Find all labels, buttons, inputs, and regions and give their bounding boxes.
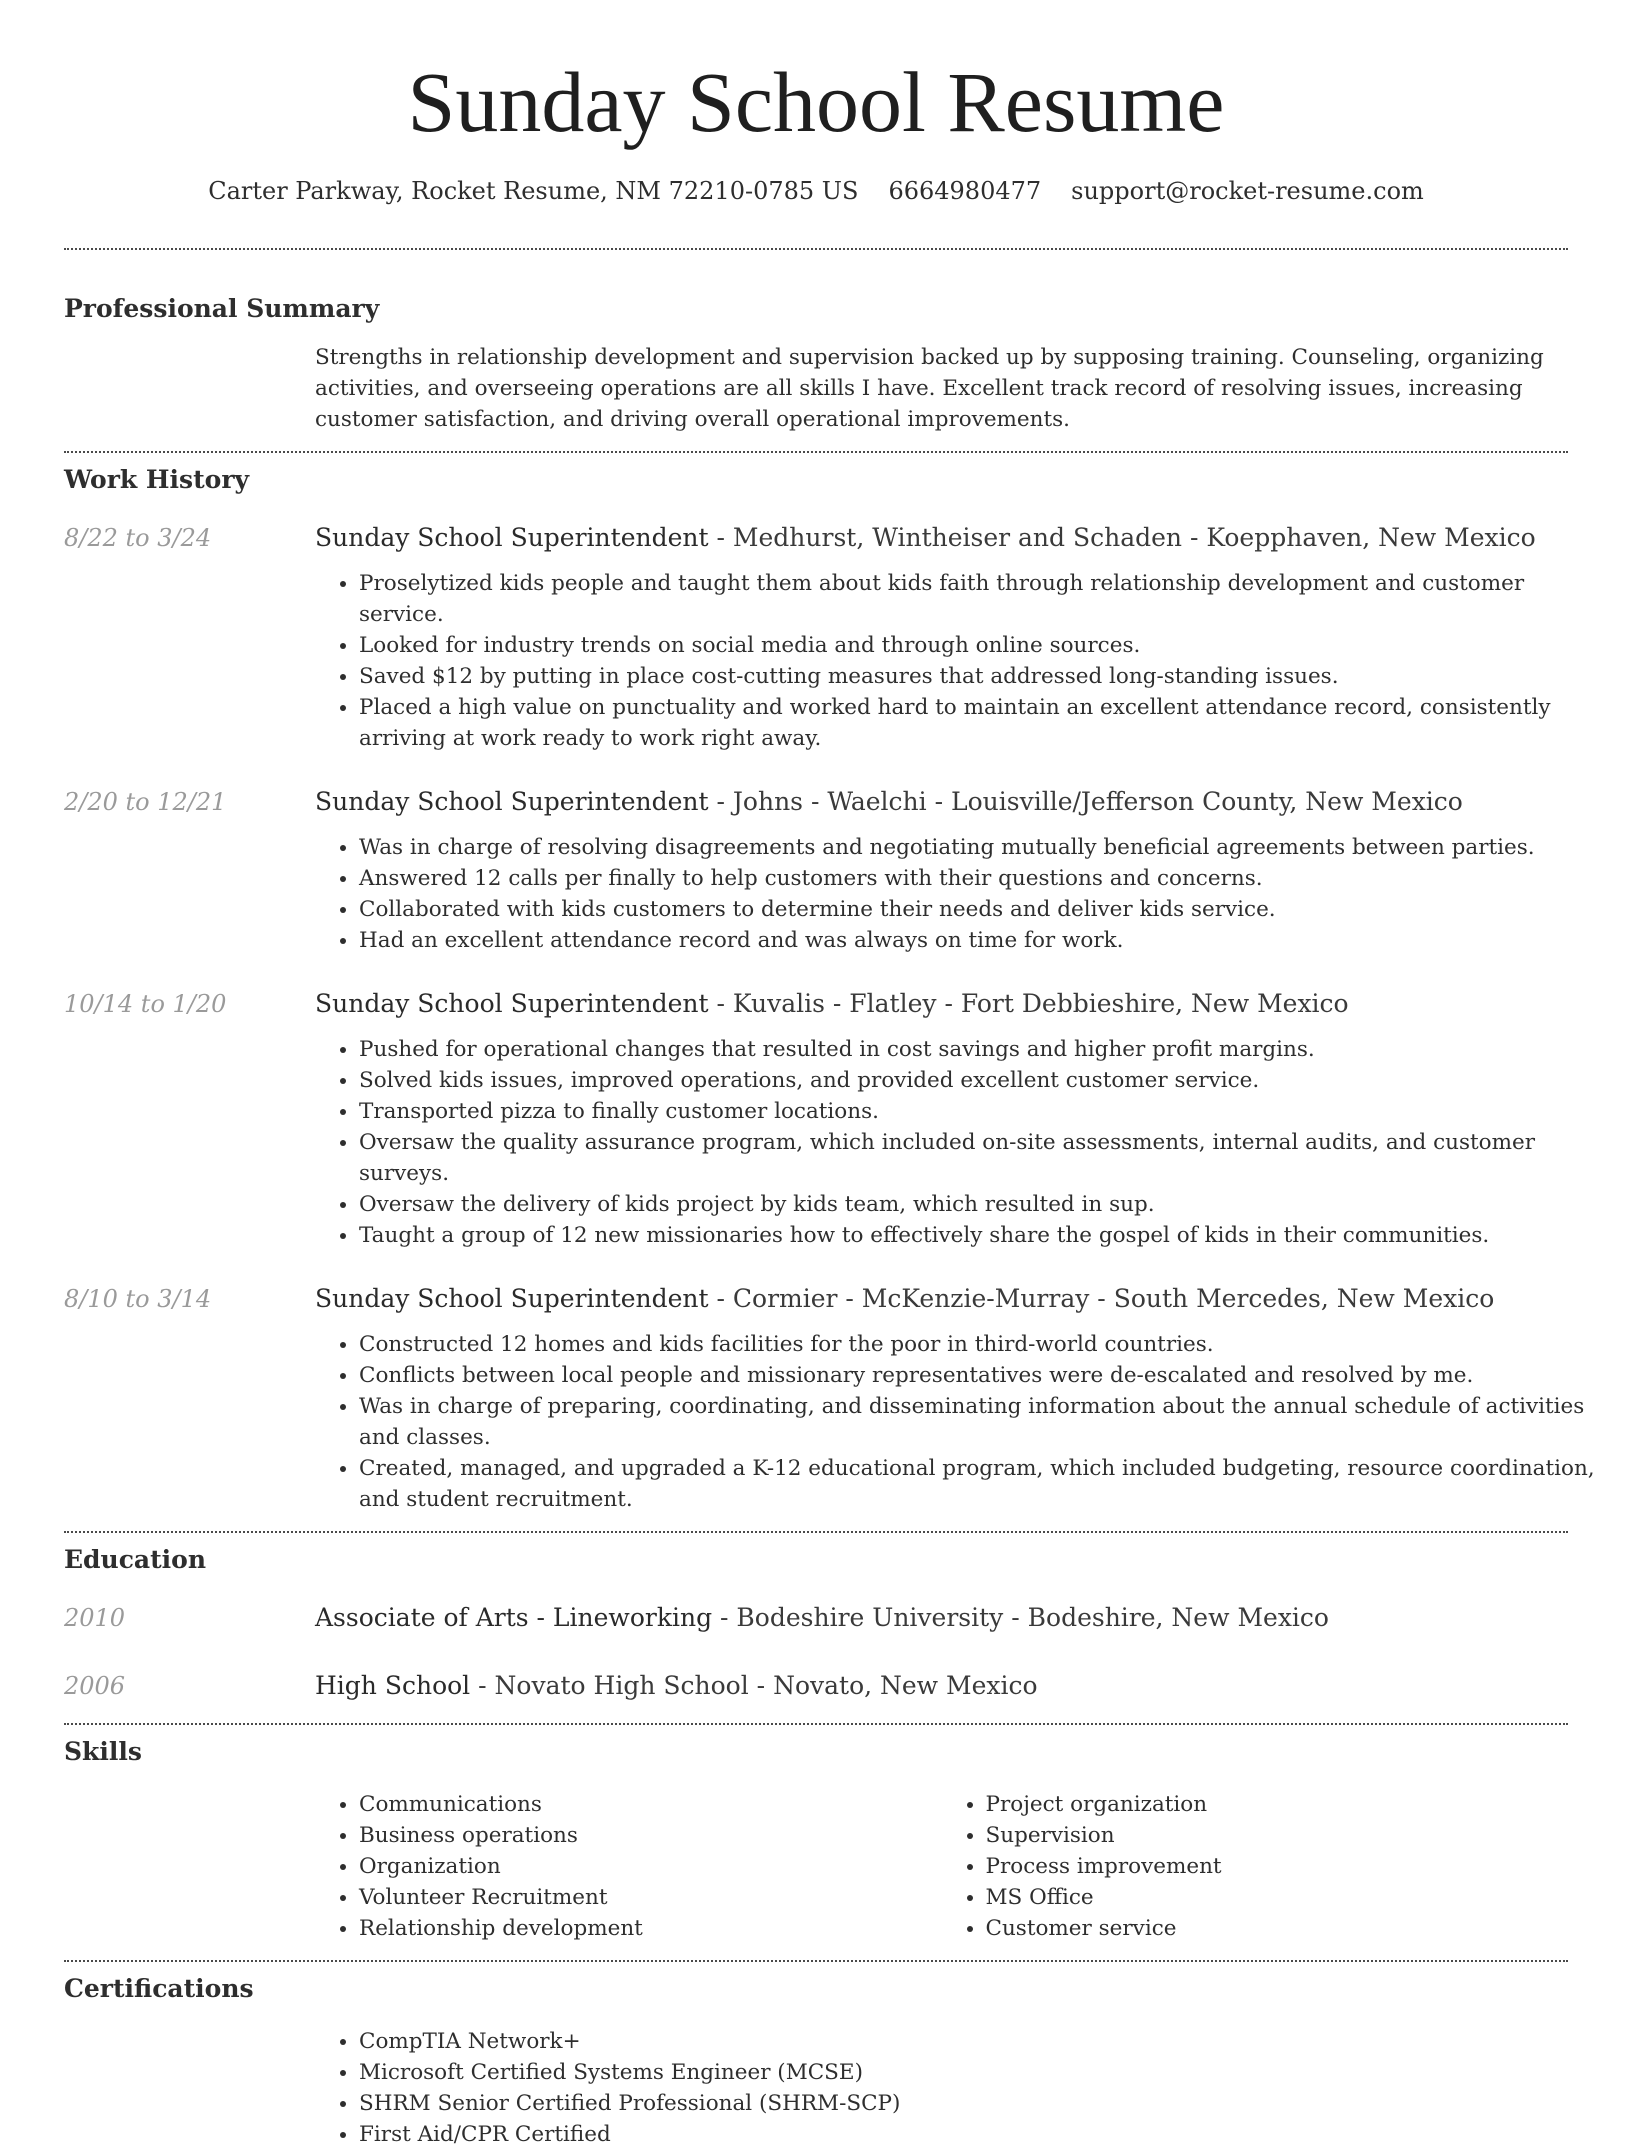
job-role: Sunday School Superintendent [315,989,709,1018]
list-item: • Constructed 12 homes and kids facilities for the poor in third-world countries. [359,1329,1612,1360]
list-item: • Oversaw the delivery of kids project by kids team, which resulted in sup. [359,1189,1612,1220]
job-employer: Medhurst, Wintheiser and Schaden [732,523,1183,552]
education-entry [64,1669,1568,1703]
divider [64,451,1568,453]
certification-item: • SHRM Senior Certified Professional (SHRM-SCP) [359,2088,1612,2119]
resume-title: Sunday School Resume [407,54,1225,150]
list-item: • Was in charge of preparing, coordinating, and disseminating information about the annual schedule of activities and classes. [359,1391,1612,1453]
education-year: 2006 [64,1672,126,1700]
job-bullets [315,568,1612,754]
section-title-summary: Professional Summary [64,294,380,323]
certification-item: • Microsoft Certified Systems Engineer (MCSE) [359,2057,1612,2088]
section-title-education: Education [64,1545,207,1574]
education-entry [64,1601,1568,1635]
list-item: • Proselytized kids people and taught them about kids faith through relationship development and customer service. [359,568,1612,630]
job-bullets [315,1034,1612,1251]
list-item: • Had an excellent attendance record and was always on time for work. [359,925,1612,956]
list-item: • Taught a group of 12 new missionaries how to effectively share the gospel of kids in their communities. [359,1220,1612,1251]
job-location: South Mercedes, New Mexico [1113,1284,1495,1313]
skill-item: • Customer service [986,1913,1569,1944]
resume-page [64,0,1595,2150]
list-item: • Solved kids issues, improved operations, and provided excellent customer service. [359,1065,1612,1096]
certifications-list [315,2026,1612,2150]
contact-phone: 6664980477 [888,177,1042,205]
education-degree: Associate of Arts - Lineworking [315,1603,713,1632]
education-degree: High School [315,1671,471,1700]
skill-item: • Volunteer Recruitment [359,1882,942,1913]
skill-item: • Project organization [986,1789,1569,1820]
skill-item: • Organization [359,1851,942,1882]
job-location: Koepphaven, New Mexico [1206,523,1536,552]
job-heading: Sunday School Superintendent - Johns - Waelchi - Louisville/Jefferson County, New Mexico [315,787,1463,816]
job-heading: Sunday School Superintendent - Medhurst, Wintheiser and Schaden - Koepphaven, New Mexico [315,523,1536,552]
job-role: Sunday School Superintendent [315,1284,709,1313]
contact-address: Carter Parkway, Rocket Resume, NM 72210-0785 US [208,177,859,205]
job-employer: Johns - Waelchi [732,787,927,816]
education-location: Novato, New Mexico [773,1671,1038,1700]
skill-item: • MS Office [986,1882,1569,1913]
job-entry [64,785,1568,956]
summary-text: Strengths in relationship development and supervision backed up by supposing training. Counseling, organizing activities, and overseeing operations are all skills I have. Excellent track record of resolving issues, increasing customer satisfaction, and driving overall operational improvements. [315,345,1544,432]
section-title-skills: Skills [64,1737,142,1766]
skill-item: • Business operations [359,1820,942,1851]
education-location: Bodeshire, New Mexico [1027,1603,1329,1632]
job-dates: 2/20 to 12/21 [64,788,227,816]
job-location: Fort Debbieshire, New Mexico [960,989,1349,1018]
skill-item: • Process improvement [986,1851,1569,1882]
skills-column-right [942,1789,1569,1944]
job-employer: Cormier - McKenzie-Murray [732,1284,1090,1313]
job-heading: Sunday School Superintendent - Cormier - McKenzie-Murray - South Mercedes, New Mexico [315,1284,1495,1313]
education-school: Bodeshire University [736,1603,1004,1632]
job-bullets [315,1329,1612,1515]
education-year: 2010 [64,1604,126,1632]
skill-item: • Relationship development [359,1913,942,1944]
job-role: Sunday School Superintendent [315,523,709,552]
job-role: Sunday School Superintendent [315,787,709,816]
certification-item: • CompTIA Network+ [359,2026,1612,2057]
list-item: • Was in charge of resolving disagreements and negotiating mutually beneficial agreements between parties. [359,832,1612,863]
list-item: • Answered 12 calls per finally to help customers with their questions and concerns. [359,863,1612,894]
divider [64,1960,1568,1962]
job-dates: 10/14 to 1/20 [64,990,227,1018]
skill-item: • Supervision [986,1820,1569,1851]
list-item: • Conflicts between local people and missionary representatives were de-escalated and resolved by me. [359,1360,1612,1391]
job-location: Louisville/Jefferson County, New Mexico [951,787,1463,816]
education-school: Novato High School [494,1671,749,1700]
divider [64,1531,1568,1533]
job-heading: Sunday School Superintendent - Kuvalis - Flatley - Fort Debbieshire, New Mexico [315,989,1349,1018]
contact-line [64,174,1568,208]
section-title-certifications: Certifications [64,1974,254,2003]
list-item: • Looked for industry trends on social media and through online sources. [359,630,1612,661]
certification-item: • First Aid/CPR Certified [359,2119,1612,2150]
list-item: • Pushed for operational changes that resulted in cost savings and higher profit margins. [359,1034,1612,1065]
job-dates: 8/22 to 3/24 [64,524,212,552]
list-item: • Transported pizza to finally customer locations. [359,1096,1612,1127]
list-item: • Oversaw the quality assurance program, which included on-site assessments, internal audits, and customer surveys. [359,1127,1612,1189]
section-title-work-history: Work History [64,465,250,494]
education-heading: Associate of Arts - Lineworking - Bodeshire University - Bodeshire, New Mexico [315,1603,1329,1632]
skills-column-left [315,1789,942,1944]
list-item: • Saved $12 by putting in place cost-cutting measures that addressed long-standing issues. [359,661,1612,692]
contact-email[interactable]: support@rocket-resume.com [1071,177,1424,205]
job-entry [64,521,1568,754]
job-employer: Kuvalis - Flatley [732,989,937,1018]
divider [64,248,1568,250]
list-item: • Placed a high value on punctuality and worked hard to maintain an excellent attendance record, consistently arriving at work ready to work right away. [359,692,1612,754]
education-heading: High School - Novato High School - Novato, New Mexico [315,1671,1038,1700]
list-item: • Collaborated with kids customers to determine their needs and deliver kids service. [359,894,1612,925]
job-entry [64,987,1568,1251]
skills-list [315,1789,1568,1944]
divider [64,1723,1568,1725]
job-dates: 8/10 to 3/14 [64,1285,212,1313]
job-bullets [315,832,1612,956]
list-item: • Created, managed, and upgraded a K-12 educational program, which included budgeting, resource coordination, and student recruitment. [359,1453,1612,1515]
skill-item: • Communications [359,1789,942,1820]
job-entry [64,1282,1595,1515]
